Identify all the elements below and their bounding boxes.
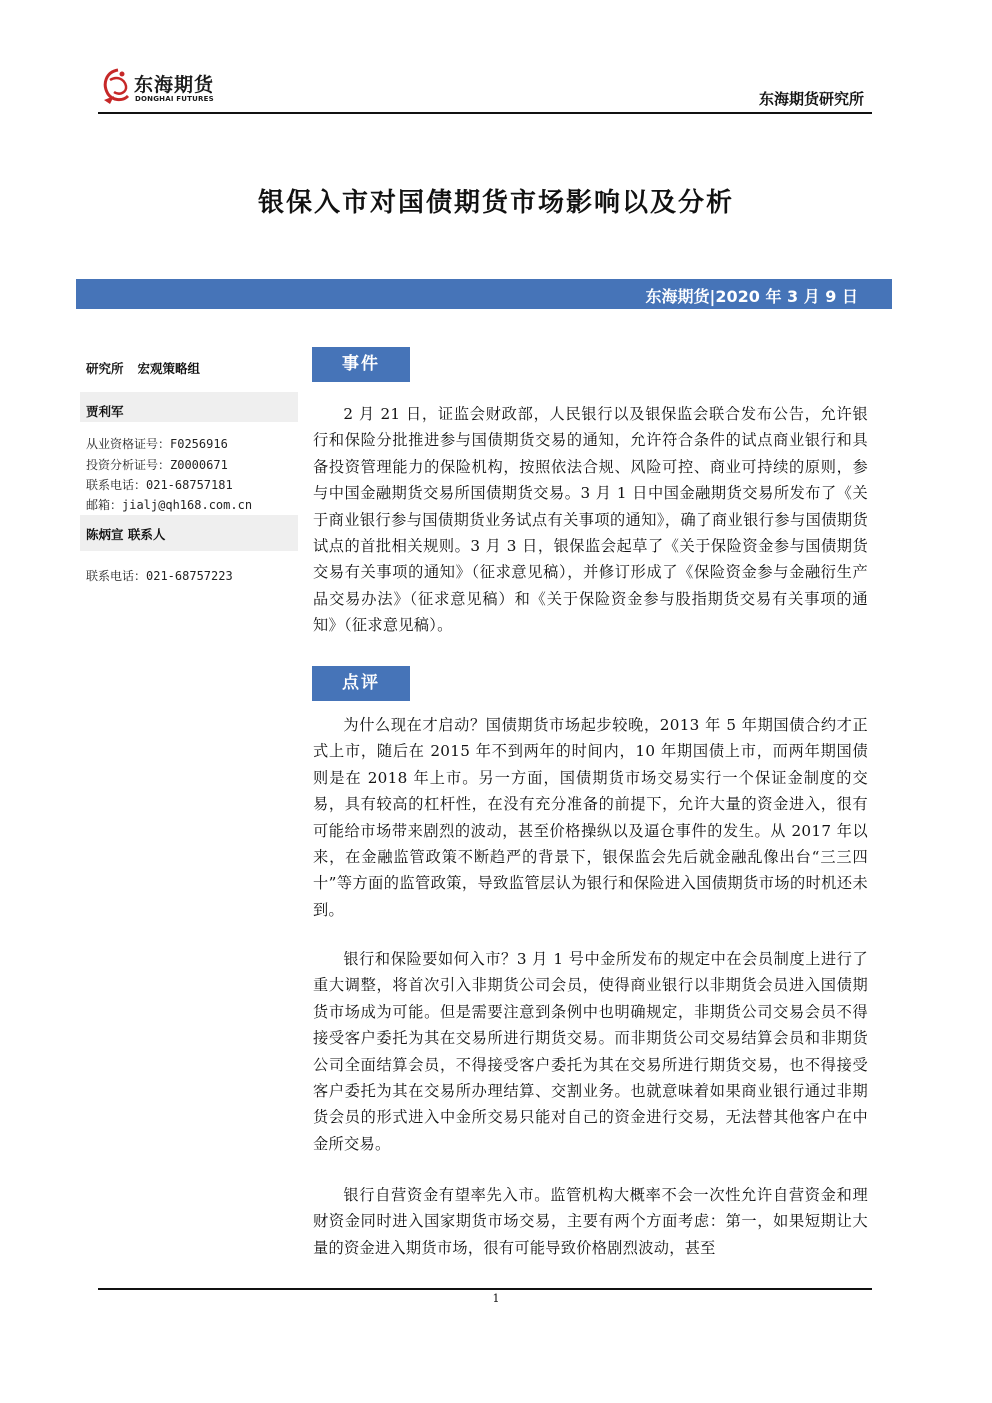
contact-phone: 联系电话：021-68757223 (86, 569, 233, 583)
logo-english-name: DONGHAI FUTURES (135, 95, 214, 103)
department-name: 研究所 (86, 361, 124, 376)
footer-divider (98, 1288, 872, 1290)
section-tag-event: 事件 (312, 347, 410, 382)
header-organization: 东海期货研究所 (758, 90, 864, 108)
analyst-name: 贾利军 (86, 404, 124, 419)
page-number: 1 (492, 1292, 500, 1305)
donghai-logo-icon (98, 66, 138, 106)
banner-text: 东海期货|2020 年 3 月 9 日 (645, 287, 858, 306)
analyst-investment-cert: 投资分析证号：Z0000671 (86, 458, 228, 472)
comment-paragraph-1: 为什么现在才启动？国债期货市场起步较晚，2013 年 5 年期国债合约才正式上市，随后在 2015 年不到两年的时间内，10 年期国债上市，而两年期国债则是在 2018 年上市。另一方面，国债期货市场交易实行一个保证金制度的交易，具有较高的杠杆性，在没有充分准备的前提下，允许大量的资金进入，很有可能给市场带来剧烈的波动，甚至价格操纵以及逼仓事件的发生。从 2017 年以来，在金融监管政策不断趋严的背景下，银保监会先后就金融乱像出台“三三四十”等方面的监管政策，导致监管层认为银行和保险进入国债期货市场的时机还未到。 (313, 716, 868, 919)
analyst-qualification: 从业资格证号：F0256916 (86, 437, 228, 451)
comment-paragraph-3: 银行自营资金有望率先入市。监管机构大概率不会一次性允许自营资金和理财资金同时进入国家期货市场交易，主要有两个方面考虑：第一，如果短期让大量的资金进入期货市场，很有可能导致价格剧烈波动，甚至 (313, 1186, 868, 1257)
contact-name: 陈炳宣 联系人 (86, 527, 166, 542)
company-logo (98, 66, 238, 108)
analyst-email: 邮箱：jialj@qh168.com.cn (86, 498, 253, 512)
event-paragraph: 2 月 21 日，证监会财政部，人民银行以及银保监会联合发布公告，允许银行和保险分批推进参与国债期货交易的通知，允许符合条件的试点商业银行和具备投资管理能力的保险机构，按照依法合规、风险可控、商业可持续的原则，参与中国金融期货交易所国债期货交易。3 月 1 日中国金融期货交易所发布了《关于商业银行参与国债期货业务试点有关事项的通知》，确了商业银行参与国债期货试点的首批相关规则。3 月 3 日，银保监会起草了《关于保险资金参与国债期货交易有关事项的通知》（征求意见稿），并修订形成了《保险资金参与金融衍生产品交易办法》（征求意见稿）和《关于保险资金参与股指期货交易有关事项的通知》（征求意见稿）。 (313, 405, 868, 635)
department-label (86, 359, 200, 377)
header-divider (98, 112, 872, 114)
analyst-phone: 联系电话：021-68757181 (86, 478, 233, 492)
document-title: 银保入市对国债期货市场影响以及分析 (257, 188, 734, 218)
logo-chinese-name: 东海期货 (134, 74, 215, 96)
date-banner (76, 279, 892, 309)
comment-paragraph-2: 银行和保险要如何入市？3 月 1 号中金所发布的规定中在会员制度上进行了重大调整，将首次引入非期货公司会员，使得商业银行以非期货会员进入国债期货市场成为可能。但是需要注意到条例中也明确规定，非期货公司交易会员不得接受客户委托为其在交易所进行期货交易。而非期货公司交易结算会员和非期货公司全面结算会员，不得接受客户委托为其在交易所进行期货交易，也不得接受客户委托为其在交易所办理结算、交割业务。也就意味着如果商业银行通过非期货会员的形式进入中金所交易只能对自己的资金进行交易，无法替其他客户在中金所交易。 (313, 950, 868, 1153)
section-tag-comment: 点评 (312, 666, 410, 701)
group-name: 宏观策略组 (137, 361, 201, 376)
